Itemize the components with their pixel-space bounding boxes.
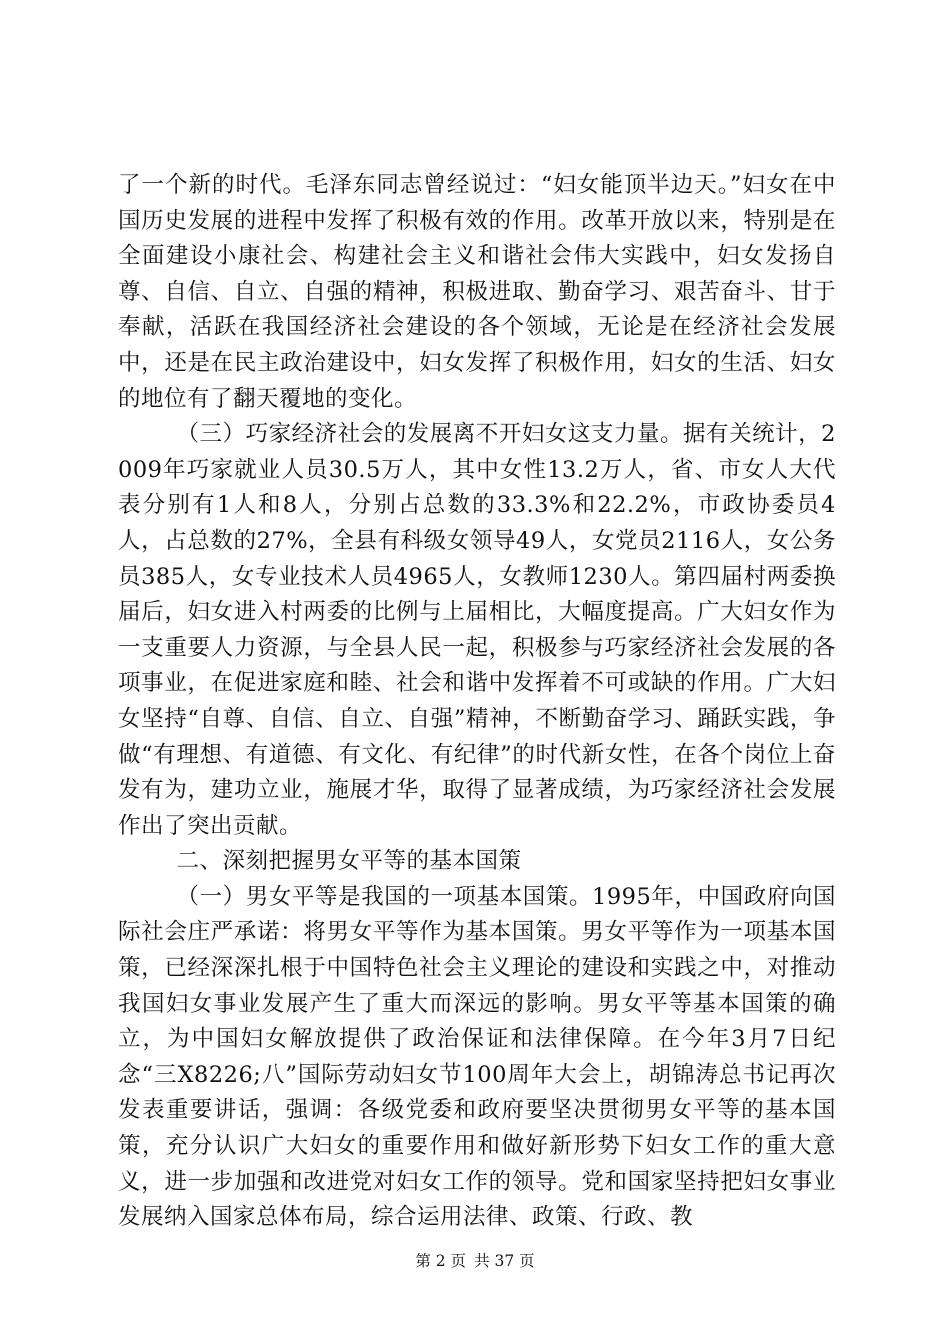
paragraph-3: （一）男女平等是我国的一项基本国策。1995年，中国政府向国际社会庄严承诺：将男女平等作为基本国策。男女平等作为一项基本国策，已经深深扎根于中国特色社会主义理论的建设和实践之中，对推动我国妇女事业发展产生了重大而深远的影响。男女平等基本国策的确立，为中国妇女解放提供了政治保证和法律保障。在今年3月7日纪念“三X8226;八”国际劳动妇女节100周年大会上，胡锦涛总书记再次发表重要讲话，强调：各级党委和政府要坚决贯彻男女平等的基本国策，充分认识广大妇女的重要作用和做好新形势下妇女工作的重大意义，进一步加强和改进党对妇女工作的领导。党和国家坚持把妇女事业发展纳入国家总体布局，综合运用法律、政策、行政、教 bbox=[118, 883, 836, 1231]
page-number: 第 2 页 bbox=[415, 1252, 467, 1270]
page-total: 共 37 页 bbox=[474, 1252, 535, 1270]
paragraph-1: 了一个新的时代。毛泽东同志曾经说过：“妇女能顶半边天。”妇女在中国历史发展的进程中发挥了积极有效的作用。改革开放以来，特别是在全面建设小康社会、构建社会主义和谐社会伟大实践中，妇女发扬自尊、自信、自立、自强的精神，积极进取、勤奋学习、艰苦奋斗、甘于奉献，活跃在我国经济社会建设的各个领域，无论是在经济社会发展中，还是在民主政治建设中，妇女发挥了积极作用，妇女的生活、妇女的地位有了翻天覆地的变化。 bbox=[118, 172, 836, 412]
document-body bbox=[118, 168, 836, 1236]
paragraph-2: （三）巧家经济社会的发展离不开妇女这支力量。据有关统计，2009年巧家就业人员30.5万人，其中女性13.2万人，省、市女人大代表分别有1人和8人，分别占总数的33.3%和22.2%，市政协委员4人，占总数的27%，全县有科级女领导49人，女党员2116人，女公务员385人，女专业技术人员4965人，女教师1230人。第四届村两委换届后，妇女进入村两委的比例与上届相比，大幅度提高。广大妇女作为一支重要人力资源，与全县人民一起，积极参与巧家经济社会发展的各项事业，在促进家庭和睦、社会和谐中发挥着不可或缺的作用。广大妇女坚持“自尊、自信、自立、自强”精神，不断勤奋学习、踊跃实践，争做“有理想、有道德、有文化、有纪律”的时代新女性，在各个岗位上奋发有为，建功立业，施展才华，取得了显著成绩，为巧家经济社会发展作出了突出贡献。 bbox=[118, 421, 836, 839]
page-footer bbox=[0, 1249, 950, 1271]
section-heading: 二、深刻把握男女平等的基本国策 bbox=[176, 848, 522, 875]
